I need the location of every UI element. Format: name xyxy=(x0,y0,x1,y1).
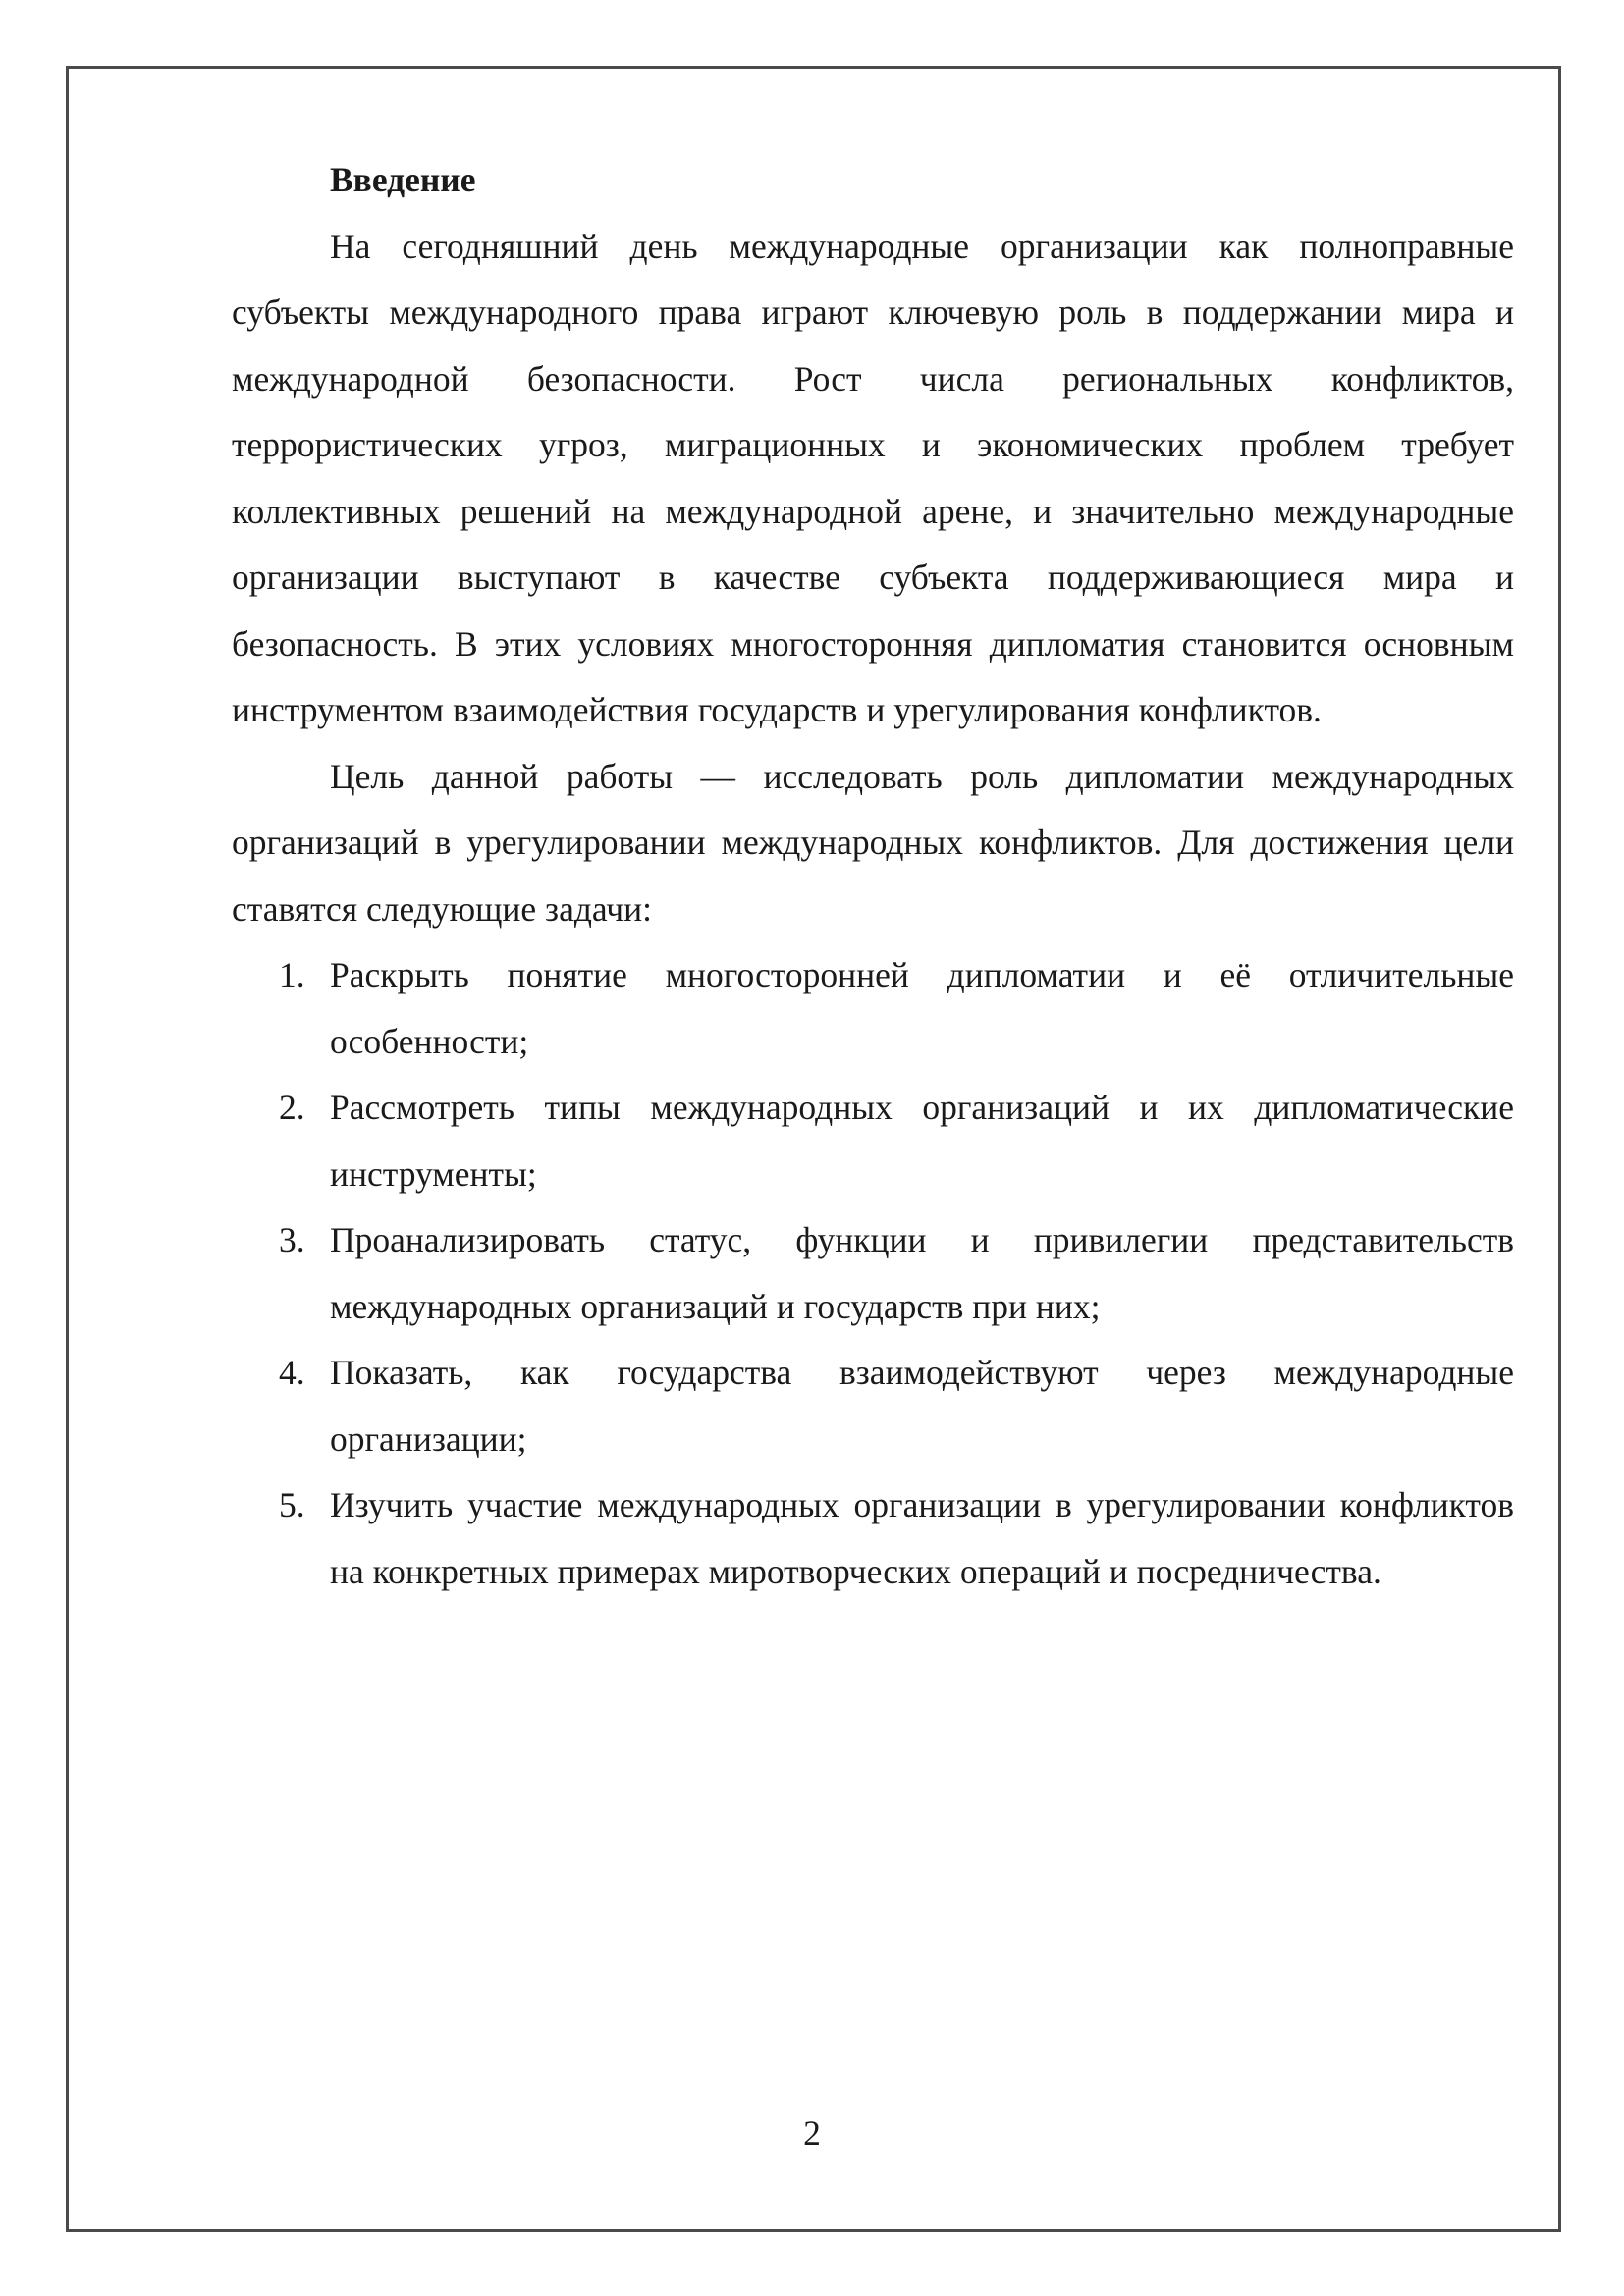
list-item-text: Показать, как государства взаимодействуют через международные организации; xyxy=(330,1353,1514,1459)
list-item-text: Изучить участие международных организации в урегулировании конфликтов на конкретных примерах миротворческих операций и посредничества. xyxy=(330,1485,1514,1591)
page-number: 2 xyxy=(803,2113,821,2153)
list-item-number: 2. xyxy=(279,1088,305,1127)
list-item-number: 1. xyxy=(279,955,305,994)
list-item xyxy=(232,1075,1514,1207)
task-list xyxy=(232,942,1514,1605)
list-item xyxy=(232,1340,1514,1472)
section-heading: Введение xyxy=(330,160,476,199)
list-item-text: Раскрыть понятие многосторонней дипломатии и её отличительные особенности; xyxy=(330,955,1514,1061)
document-body xyxy=(232,147,1514,1605)
list-item xyxy=(232,1472,1514,1605)
list-item-number: 3. xyxy=(279,1220,305,1259)
intro-paragraph: На сегодняшний день международные организации как полноправные субъекты международного права играют ключевую роль в поддержании мира и международной безопасности. Рост числа региональных конфликтов, террористических угроз, миграционных и экономических проблем требует коллективных решений на международной арене, и значительно международные организации выступают в качестве субъекта поддерживающиеся мира и безопасность. В этих условиях многосторонняя дипломатия становится основным инструментом взаимодействия государств и урегулирования конфликтов. xyxy=(232,226,1514,729)
list-item-text: Проанализировать статус, функции и привилегии представительств международных организаций и государств при них; xyxy=(330,1220,1514,1326)
list-item-text: Рассмотреть типы международных организаций и их дипломатические инструменты; xyxy=(330,1088,1514,1194)
list-item xyxy=(232,1207,1514,1340)
list-item xyxy=(232,942,1514,1075)
goal-paragraph: Цель данной работы — исследовать роль дипломатии международных организаций в урегулировании международных конфликтов. Для достижения цели ставятся следующие задачи: xyxy=(232,756,1514,929)
list-item-number: 4. xyxy=(279,1353,305,1392)
list-item-number: 5. xyxy=(279,1485,305,1524)
